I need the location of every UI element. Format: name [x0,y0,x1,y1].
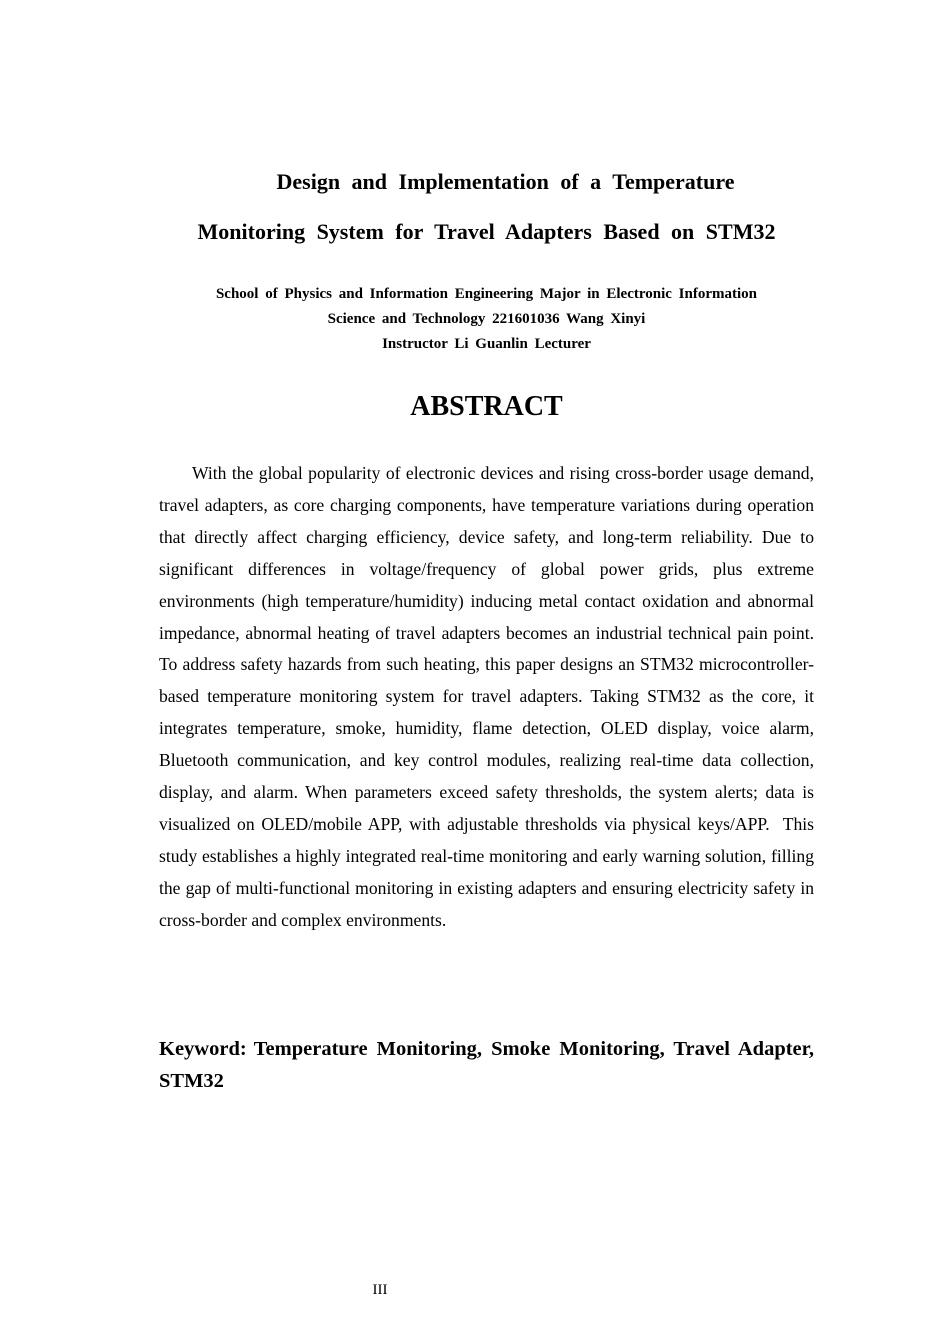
abstract-heading: ABSTRACT [410,391,563,422]
paper-title-line-2: Monitoring System for Travel Adapters Based on STM32 [197,219,776,244]
author-info-line-3: Instructor Li Guanlin Lecturer [382,336,591,352]
keywords-label: Keyword: [159,1038,247,1060]
author-info-line-2: Science and Technology 221601036 Wang Xinyi [327,311,646,327]
paper-title-line-1: Design and Implementation of a Temperature [276,169,735,194]
keywords-list: Temperature Monitoring, Smoke Monitoring, Travel Adapter, STM32 [159,1038,815,1092]
abstract-body: With the global popularity of electronic devices and rising cross-border usage demand, travel adapters, as core charging components, have temperature variations during operation that directly affect charging efficiency, device safety, and long-term reliability. Due to significant differences in voltage/frequency of global power grids, plus extreme environments (high temperature/humidity) inducing metal contact oxidation and abnormal impedance, abnormal heating of travel adapters becomes an industrial technical pain point. To address safety hazards from such heating, this paper designs an STM32 microcontroller-based temperature monitoring system for travel adapters. Taking STM32 as the core, it integrates temperature, smoke, humidity, flame detection, OLED display, voice alarm, Bluetooth communication, and key control modules, realizing real-time data collection, display, and alarm. When parameters exceed safety thresholds, the system alerts; data is visualized on OLED/mobile APP, with adjustable thresholds via physical keys/APP. This study establishes a highly integrated real-time monitoring and early warning solution, filling the gap of multi-functional monitoring in existing adapters and ensuring electricity safety in cross-border and complex environments. [159,463,823,930]
page-number: III [372,1282,388,1298]
author-info-line-1: School of Physics and Information Engineering Major in Electronic Information [215,286,758,302]
keywords-section [159,1033,814,1097]
